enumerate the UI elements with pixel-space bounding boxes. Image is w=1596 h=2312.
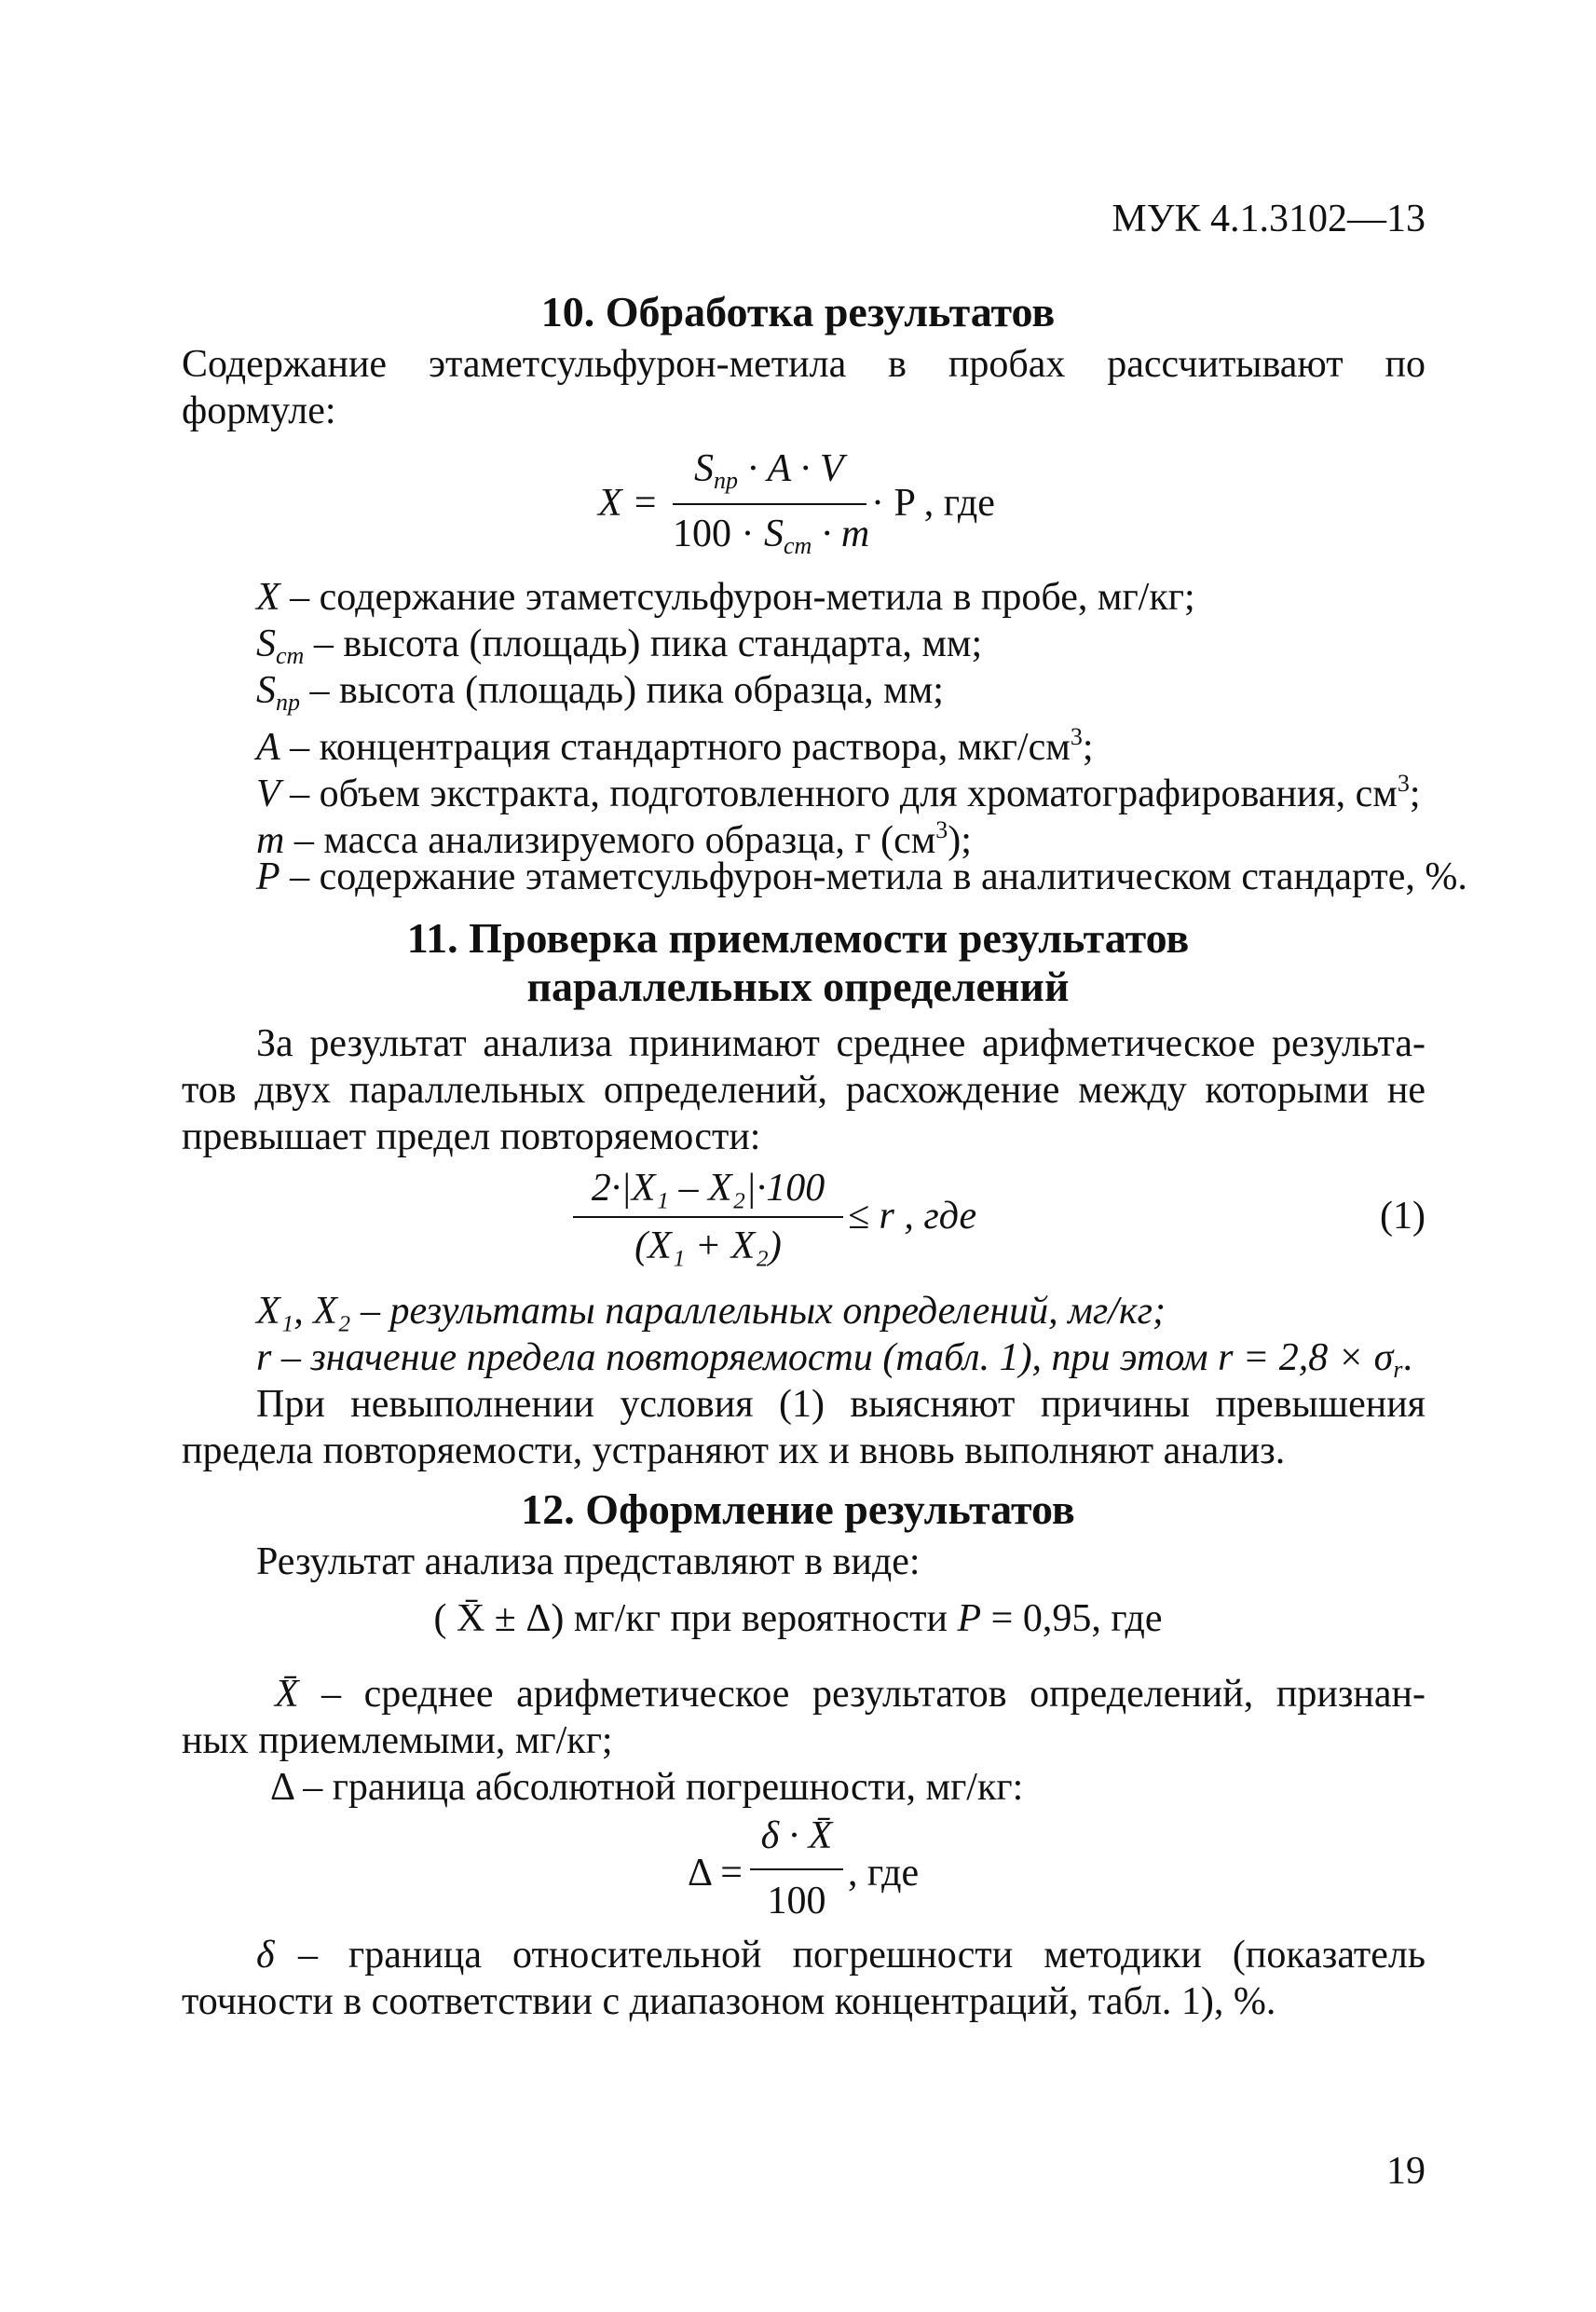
section-12-delta-rel-line2: точности в соответствии с диапазоном концентраций, табл. 1), %. [182,1980,1276,2023]
formula-x-num-symbol: S [694,447,714,490]
section-11-para-line3: превышает предел повторяемости: [182,1115,761,1158]
formula-x-den-100: 100 · [673,513,755,555]
formula-x-numerator [694,445,844,504]
formula-delta-denominator: 100 [767,1880,826,1922]
definition-text: – концентрация стандартного раствора, мкг/см [280,726,1071,769]
def2-period: . [1402,1336,1412,1379]
definition-superscript: 3 [935,816,948,843]
definition-text: – объем экстракта, подготовленного для хроматографирования, см [280,773,1398,815]
definition-text: – содержание этаметсульфурон-метила в аналитическом стандарте, %. [280,855,1467,898]
definition-symbol: m [256,819,285,862]
formula-delta-fraction-bar [750,1868,843,1870]
definition-text: – масса анализируемого образца, г (см [284,819,936,862]
section-11-def1: X₁, X₂ – результаты параллельных определений, мг/кг; [256,1290,1166,1333]
formula-x-den-symbol: S [764,513,784,555]
definition-text: – высота (площадь) пика образца, мм; [300,669,944,712]
section-10-intro-line1: Содержание этаметсульфурон-метила в пробах рассчитывают по [182,343,1425,386]
section-11-note-line2: предела повторяемости, устраняют их и вновь выполняют анализ. [182,1430,1286,1472]
definition-text: – содержание этаметсульфурон-метила в пробе, мг/кг; [280,576,1195,619]
definition-text: – высота (площадь) пика стандарта, мм; [304,622,983,665]
formula-x-denominator [673,511,869,569]
definition-punctuation: ); [948,819,972,862]
section-12-line1: Результат анализа представляют в виде: [256,1540,921,1583]
definition-symbol: A [256,726,280,769]
section-12-title: 12. Оформление результатов [521,1485,1075,1533]
definition-punctuation: ; [1082,726,1094,769]
formula-1-denominator: (X₁ + X₂) [634,1224,782,1267]
section-12-xbar-line2: ных приемлемыми, мг/кг; [182,1719,613,1762]
section-10-intro-line2: формуле: [182,390,336,432]
formula-x-lhs: X = [598,482,659,525]
definition-subscript: ст [276,642,305,669]
def2-formula: r = 2,8 × σ [1218,1336,1394,1379]
definition-x [256,574,1195,621]
formula-1-tail: ≤ r , где [848,1195,977,1238]
formula-delta-lhs: Δ = [688,1852,743,1895]
document-code: МУК 4.1.3102—13 [1112,198,1425,240]
formula-1-numerator: 2·|X₁ – X₂|·100 [591,1167,825,1210]
section-12-xbar-line1: – среднее арифметическое результатов определений, признан- [321,1673,1425,1716]
formula-1-number: (1) [1380,1195,1425,1238]
definition-symbol: V [256,773,280,815]
definition-superscript: 3 [1070,723,1083,750]
section-12-delta-rel-line1: – граница относительной погрешности методики (показатель [298,1934,1425,1977]
definition-symbol: S [256,669,276,712]
formula-1-fraction-bar [573,1216,843,1218]
section-12-delta-rel-symbol: δ [256,1934,275,1977]
def2-subscript: r [1393,1356,1403,1383]
formula-x-num-sub: пр [714,467,738,494]
definition-symbol: X [256,576,280,619]
section-11-title-line2: параллельных определений [526,963,1070,1010]
def2-text: r – значение предела повторяемости (табл. 1), при этом [256,1336,1219,1379]
section-12-delta-def: Δ – граница абсолютной погрешности, мг/кг: [270,1766,1024,1809]
definition-p [256,854,1467,900]
definition-symbol: S [256,622,276,665]
section-12-result-form [0,1595,1596,1642]
formula-x-den-sub: ст [784,532,812,559]
section-11-note-line1: При невыполнении условия (1) выясняют причины превышения [256,1383,1425,1426]
section-11-title-line1: 11. Проверка приемлемости результатов [406,914,1190,962]
formula-x-den-rest: · m [821,513,870,555]
page-number: 19 [1386,2150,1425,2193]
formula-x-num-rest: · A · V [747,447,844,490]
result-form-text: ( X̄ ± Δ) мг/кг при вероятности [433,1597,958,1640]
result-form-p: P [957,1597,982,1640]
formula-x-fraction-bar [673,503,866,505]
definition-superscript: 3 [1397,770,1410,797]
formula-delta-numerator: δ · X̄ [760,1814,833,1857]
result-form-tail: = 0,95, где [981,1597,1163,1640]
section-10-title: 10. Обработка результатов [540,288,1056,335]
section-11-para-line2: тов двух параллельных определений, расхождение между которыми не [182,1069,1425,1112]
section-11-para-line1: За результат анализа принимают среднее арифметическое результа- [256,1022,1425,1065]
formula-delta-tail: , где [848,1852,920,1895]
definition-subscript: пр [276,689,300,716]
section-12-xbar-symbol: X̄ [275,1673,299,1716]
definition-symbol: P [256,855,280,898]
definition-punctuation: ; [1409,773,1421,815]
formula-x-tail: · P , где [871,482,995,525]
